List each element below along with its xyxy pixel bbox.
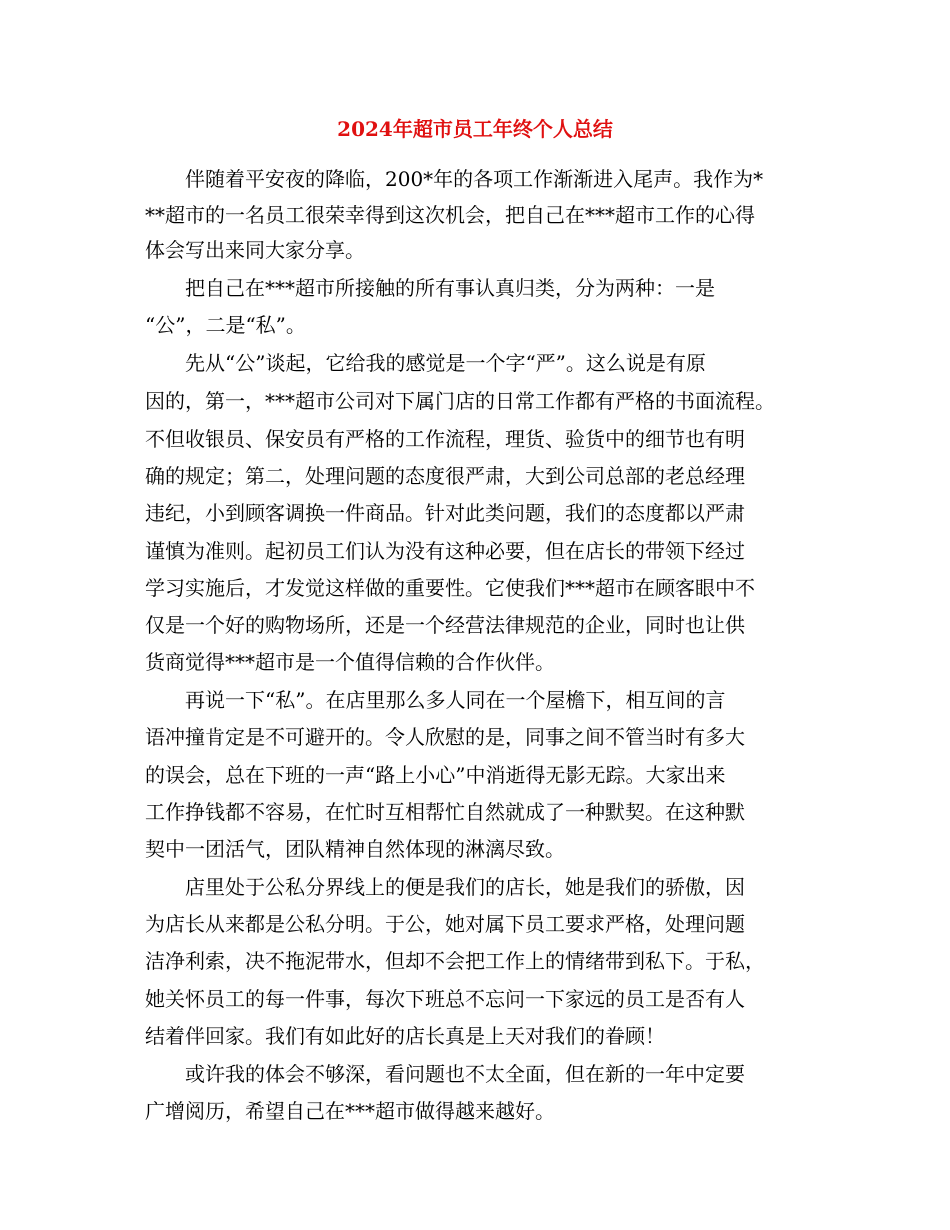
text-line: 因的，第一，***超市公司对下属门店的日常工作都有严格的书面流程。 [145, 389, 775, 413]
text-line: 不但收银员、保安员有严格的工作流程，理货、验货中的细节也有明 [145, 427, 745, 451]
text-line: 再说一下“私”。在店里那么多人同在一个屋檐下，相互间的言 [185, 688, 726, 712]
text-line: 把自己在***超市所接触的所有事认真归类，分为两种：一是 [185, 276, 715, 300]
text-line: 店里处于公私分界线上的便是我们的店长，她是我们的骄傲，因 [185, 875, 745, 899]
text-line: 谨慎为准则。起初员工们认为没有这种必要，但在店长的带领下经过 [145, 539, 745, 563]
text-line: 的误会，总在下班的一声“路上小心”中消逝得无影无踪。大家出来 [145, 763, 726, 787]
text-line: 确的规定；第二，处理问题的态度很严肃，大到公司总部的老总经理 [145, 464, 745, 488]
text-line: 结着伴回家。我们有如此好的店长真是上天对我们的眷顾！ [145, 1024, 665, 1048]
text-line: 广增阅历，希望自己在***超市做得越来越好。 [145, 1099, 555, 1123]
text-line: 语冲撞肯定是不可避开的。令人欣慰的是，同事之间不管当时有多大 [145, 725, 745, 749]
text-line: 货商觉得***超市是一个值得信赖的合作伙伴。 [145, 650, 555, 674]
text-line: 伴随着平安夜的降临，200*年的各项工作渐渐进入尾声。我作为* [185, 167, 764, 191]
text-line: 学习实施后，才发觉这样做的重要性。它使我们***超市在顾客眼中不 [145, 576, 755, 600]
text-line: 或许我的体会不够深，看问题也不太全面，但在新的一年中定要 [185, 1062, 745, 1086]
text-line: **超市的一名员工很荣幸得到这次机会，把自己在***超市工作的心得 [145, 203, 755, 227]
text-line: 违纪，小到顾客调换一件商品。针对此类问题，我们的态度都以严肃 [145, 501, 745, 525]
text-line: 体会写出来同大家分享。 [145, 238, 365, 262]
text-line: 仅是一个好的购物场所，还是一个经营法律规范的企业，同时也让供 [145, 613, 745, 637]
document-title: 2024年超市员工年终个人总结 [337, 117, 613, 141]
text-line: 工作挣钱都不容易，在忙时互相帮忙自然就成了一种默契。在这种默 [145, 800, 745, 824]
text-line: 她关怀员工的每一件事，每次下班总不忘问一下家远的员工是否有人 [145, 987, 745, 1011]
text-line: 先从“公”谈起，它给我的感觉是一个字“严”。这么说是有原 [185, 351, 706, 375]
text-line: 为店长从来都是公私分明。于公，她对属下员工要求严格，处理问题 [145, 912, 745, 936]
text-line: 契中一团活气，团队精神自然体现的淋漓尽致。 [145, 837, 565, 861]
text-line: “公”，二是“私”。 [145, 313, 306, 337]
text-line: 洁净利索，决不拖泥带水，但却不会把工作上的情绪带到私下。于私， [145, 949, 765, 973]
